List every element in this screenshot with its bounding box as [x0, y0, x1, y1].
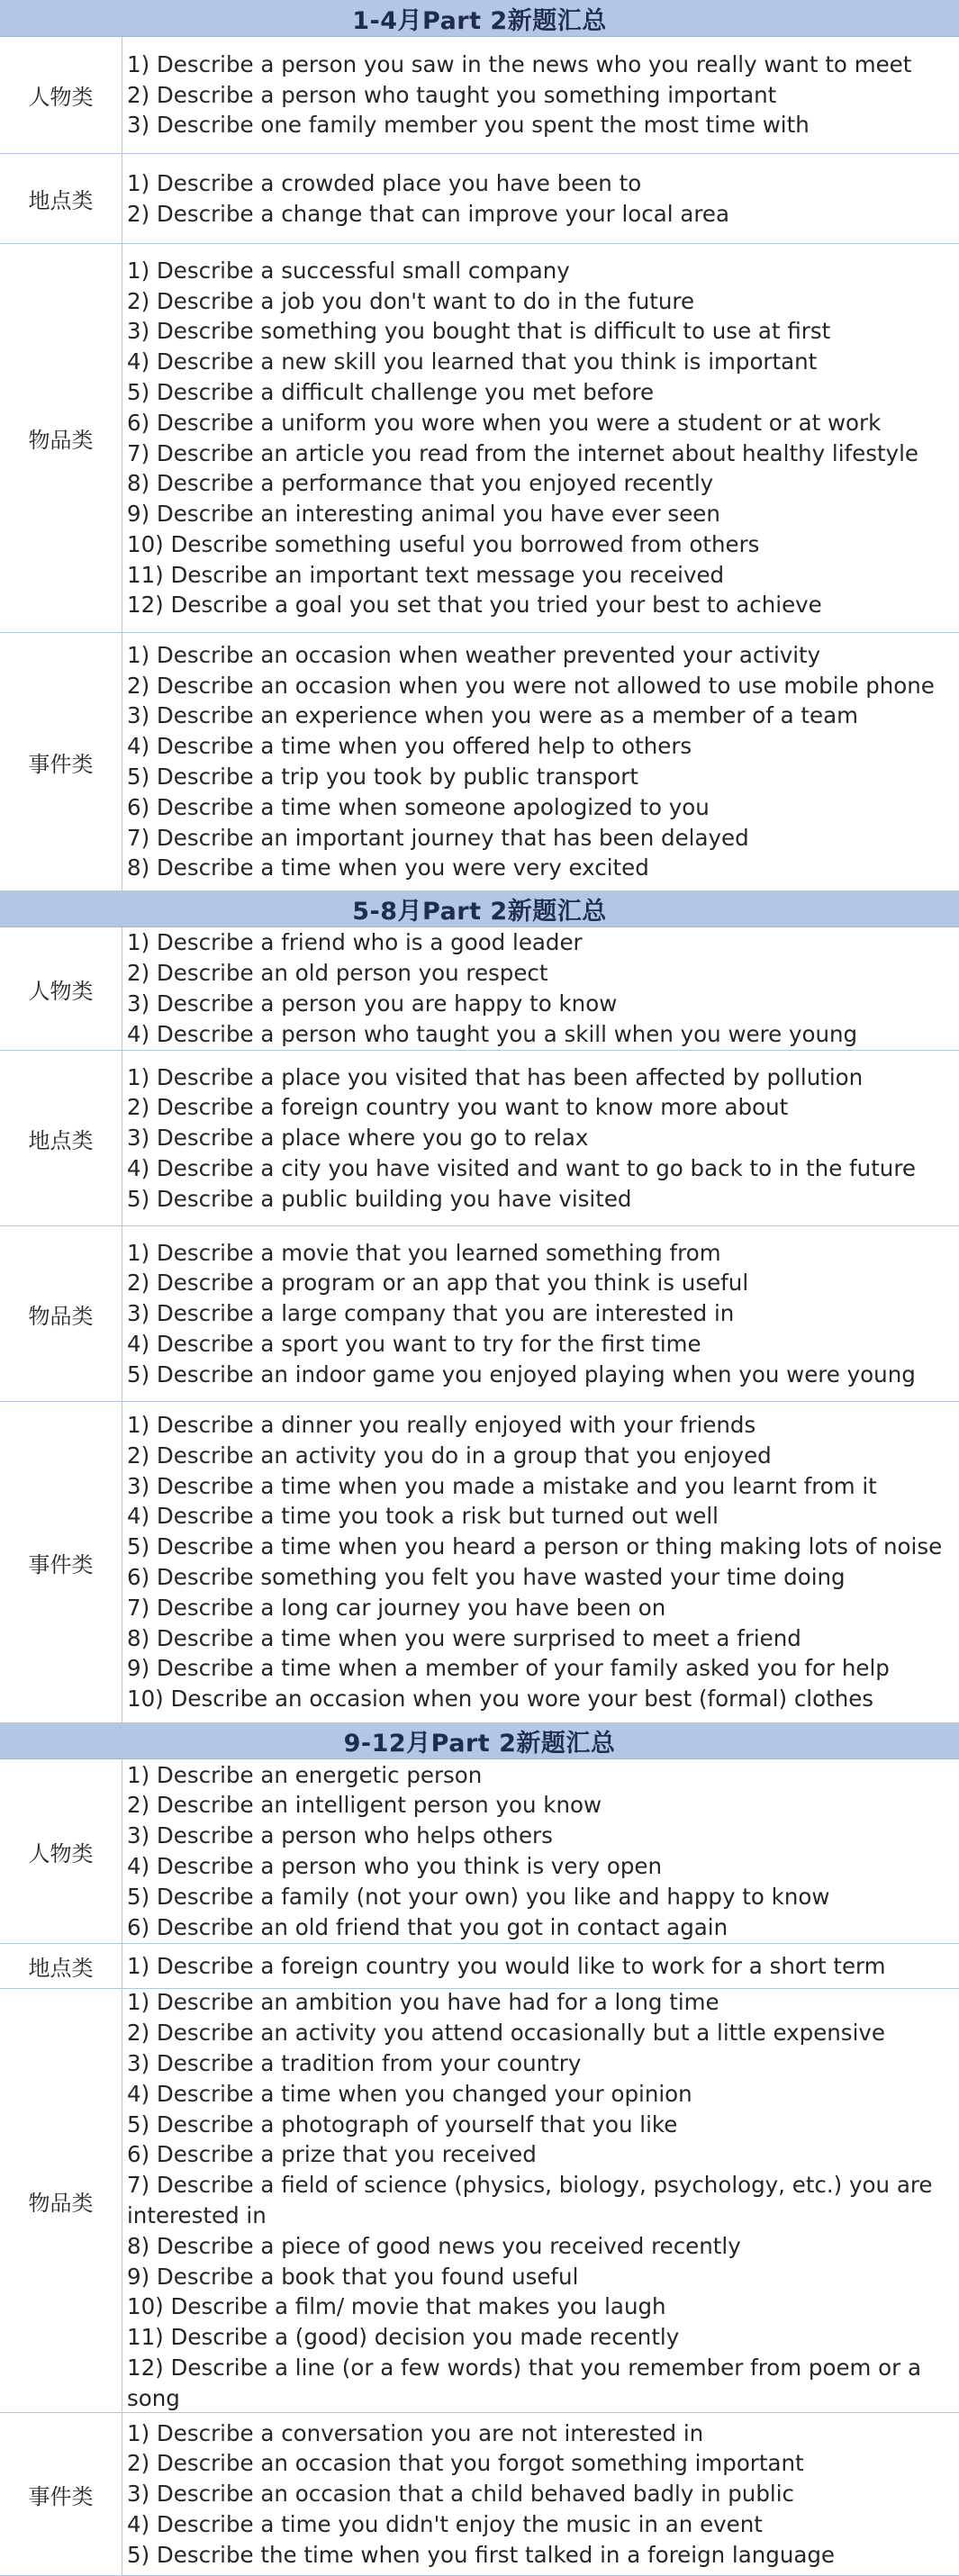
topic-item: 3) Describe a place where you go to relax — [127, 1125, 589, 1152]
category-row — [0, 1051, 959, 1226]
category-label: 人物类 — [0, 37, 122, 153]
category-row — [0, 244, 959, 633]
topic-item: 4) Describe a time when you offered help to others — [127, 733, 692, 760]
topic-item: 1) Describe a place you visited that has been affected by pollution — [127, 1063, 864, 1090]
topic-item: 1) Describe a successful small company — [127, 257, 570, 284]
topic-item: 7) Describe an important journey that has been delayed — [127, 824, 749, 851]
category-label: 物品类 — [0, 1989, 122, 2412]
topic-item: 9) Describe an interesting animal you have ever seen — [127, 501, 720, 528]
topic-item: 2) Describe an intelligent person you know — [127, 1792, 602, 1819]
topic-item: 3) Describe a time when you made a mistake and you learnt from it — [127, 1472, 877, 1499]
category-row — [0, 1402, 959, 1723]
topic-item: 5) Describe the time when you first talked in a foreign language — [127, 2541, 835, 2568]
topic-item: 3) Describe a person you are happy to know — [127, 990, 618, 1017]
topic-item: 10) Describe a film/ movie that makes you laugh — [127, 2293, 666, 2320]
topic-item: 2) Describe an occasion when you were not allowed to use mobile phone — [127, 672, 935, 699]
topic-item: 5) Describe an indoor game you enjoyed playing when you were young — [127, 1360, 916, 1387]
topic-item: 3) Describe an occasion that a child behaved badly in public — [127, 2481, 794, 2508]
category-row — [0, 927, 959, 1051]
topic-item: 7) Describe an article you read from the internet about healthy lifestyle — [127, 439, 918, 466]
topic-list — [122, 927, 959, 1050]
topic-item: 7) Describe a field of science (physics, biology, psychology, etc.) you are interested in — [127, 2172, 933, 2228]
topic-item: 4) Describe a person who you think is very open — [127, 1853, 662, 1879]
topic-item: 2) Describe a change that can improve your local area — [127, 200, 729, 227]
category-row — [0, 37, 959, 154]
category-label: 物品类 — [0, 1226, 122, 1401]
topic-item: 2) Describe an activity you attend occasionally but a little expensive — [127, 2020, 885, 2047]
category-label: 事件类 — [0, 633, 122, 890]
topic-item: 4) Describe a time you didn't enjoy the music in an event — [127, 2510, 763, 2537]
topic-item: 2) Describe a program or an app that you think is useful — [127, 1270, 749, 1297]
topic-item: 3) Describe a tradition from your country — [127, 2050, 582, 2077]
category-row — [0, 154, 959, 244]
topic-item: 9) Describe a book that you found useful — [127, 2263, 579, 2290]
topic-item: 6) Describe something you felt you have wasted your time doing — [127, 1564, 846, 1590]
topic-item: 5) Describe a difficult challenge you met before — [127, 378, 655, 405]
topic-list — [122, 154, 959, 243]
topic-item: 4) Describe a person who taught you a skill when you were young — [127, 1020, 858, 1047]
category-label: 人物类 — [0, 1759, 122, 1943]
category-label: 事件类 — [0, 1402, 122, 1722]
topic-item: 10) Describe something useful you borrowed from others — [127, 530, 760, 557]
topic-item: 1) Describe a conversation you are not interested in — [127, 2419, 704, 2446]
topic-list — [122, 37, 959, 153]
category-label: 地点类 — [0, 1051, 122, 1225]
topic-item: 4) Describe a new skill you learned that you think is important — [127, 348, 818, 375]
topic-item: 1) Describe a foreign country you would like to work for a short term — [127, 1952, 886, 1979]
topic-item: 2) Describe a job you don't want to do in the future — [127, 287, 695, 314]
topic-item: 3) Describe a large company that you are interested in — [127, 1300, 735, 1327]
topic-item: 4) Describe a sport you want to try for the first time — [127, 1330, 701, 1357]
topic-item: 3) Describe one family member you spent the most time with — [127, 112, 810, 139]
topic-list — [122, 2413, 959, 2575]
topic-item: 2) Describe a person who taught you something important — [127, 81, 777, 108]
topic-item: 6) Describe an old friend that you got in contact again — [127, 1913, 728, 1940]
topic-item: 6) Describe a prize that you received — [127, 2141, 537, 2168]
topic-item: 1) Describe a dinner you really enjoyed with your friends — [127, 1412, 756, 1439]
topic-item: 9) Describe a time when a member of your family asked you for help — [127, 1655, 890, 1682]
section-title: 1-4月Part 2新题汇总 — [0, 1, 959, 37]
topic-item: 12) Describe a goal you set that you tried your best to achieve — [127, 592, 822, 619]
category-row — [0, 1989, 959, 2413]
topic-item: 6) Describe a uniform you wore when you were a student or at work — [127, 409, 882, 436]
section-title: 9-12月Part 2新题汇总 — [0, 1723, 959, 1759]
category-label: 地点类 — [0, 1944, 122, 1988]
topic-item: 7) Describe a long car journey you have been on — [127, 1594, 666, 1621]
topic-item: 1) Describe an energetic person — [127, 1761, 483, 1788]
topic-item: 10) Describe an occasion when you wore your best (formal) clothes — [127, 1686, 874, 1713]
category-label: 地点类 — [0, 154, 122, 243]
category-row — [0, 1759, 959, 1944]
category-label: 人物类 — [0, 927, 122, 1050]
category-row — [0, 1226, 959, 1402]
topic-list — [122, 1051, 959, 1225]
topic-item: 3) Describe something you bought that is difficult to use at first — [127, 318, 831, 345]
topic-item: 11) Describe an important text message you received — [127, 561, 725, 588]
topic-item: 1) Describe a friend who is a good leader — [127, 929, 583, 956]
topic-item: 8) Describe a time when you were very excited — [127, 854, 649, 881]
topic-item: 5) Describe a family (not your own) you like and happy to know — [127, 1883, 830, 1910]
topic-item: 1) Describe an occasion when weather prevented your activity — [127, 641, 821, 668]
topic-item: 2) Describe an activity you do in a group that you enjoyed — [127, 1442, 772, 1469]
topic-item: 3) Describe an experience when you were as a member of a team — [127, 702, 858, 729]
topic-item: 11) Describe a (good) decision you made recently — [127, 2324, 680, 2351]
topic-item: 5) Describe a public building you have visited — [127, 1185, 632, 1212]
topic-list — [122, 1402, 959, 1722]
topic-item: 3) Describe a person who helps others — [127, 1822, 553, 1849]
topic-item: 5) Describe a trip you took by public transport — [127, 764, 638, 790]
topic-item: 4) Describe a city you have visited and want to go back to in the future — [127, 1154, 916, 1181]
topic-item: 1) Describe a movie that you learned something from — [127, 1239, 721, 1266]
topic-item: 8) Describe a performance that you enjoyed recently — [127, 470, 714, 497]
topic-item: 2) Describe an old person you respect — [127, 960, 548, 987]
topic-item: 1) Describe a crowded place you have been to — [127, 169, 642, 196]
category-row — [0, 633, 959, 891]
topic-item: 12) Describe a line (or a few words) that you remember from poem or a song — [127, 2354, 922, 2411]
topic-list — [122, 633, 959, 890]
topic-list — [122, 244, 959, 632]
topic-item: 1) Describe a person you saw in the news who you really want to meet — [127, 50, 912, 77]
topic-item: 4) Describe a time you took a risk but turned out well — [127, 1503, 719, 1530]
topic-item: 5) Describe a photograph of yourself that you like — [127, 2111, 678, 2138]
topic-list — [122, 1989, 959, 2412]
topic-item: 8) Describe a time when you were surprised to meet a friend — [127, 1624, 801, 1651]
category-row — [0, 2413, 959, 2576]
topic-list — [122, 1226, 959, 1401]
topic-item: 1) Describe an ambition you have had for a long time — [127, 1989, 719, 2016]
topic-item: 8) Describe a piece of good news you received recently — [127, 2232, 741, 2259]
topic-item: 6) Describe a time when someone apologized to you — [127, 793, 710, 820]
topic-item: 2) Describe an occasion that you forgot something important — [127, 2450, 804, 2477]
category-label: 事件类 — [0, 2413, 122, 2575]
category-row — [0, 1944, 959, 1989]
category-label: 物品类 — [0, 244, 122, 632]
topic-item: 5) Describe a time when you heard a person or thing making lots of noise — [127, 1533, 943, 1560]
topic-list — [122, 1759, 959, 1943]
topic-list — [122, 1944, 959, 1988]
topic-item: 4) Describe a time when you changed your opinion — [127, 2080, 692, 2107]
section-title: 5-8月Part 2新题汇总 — [0, 891, 959, 927]
topic-item: 2) Describe a foreign country you want to know more about — [127, 1094, 789, 1121]
